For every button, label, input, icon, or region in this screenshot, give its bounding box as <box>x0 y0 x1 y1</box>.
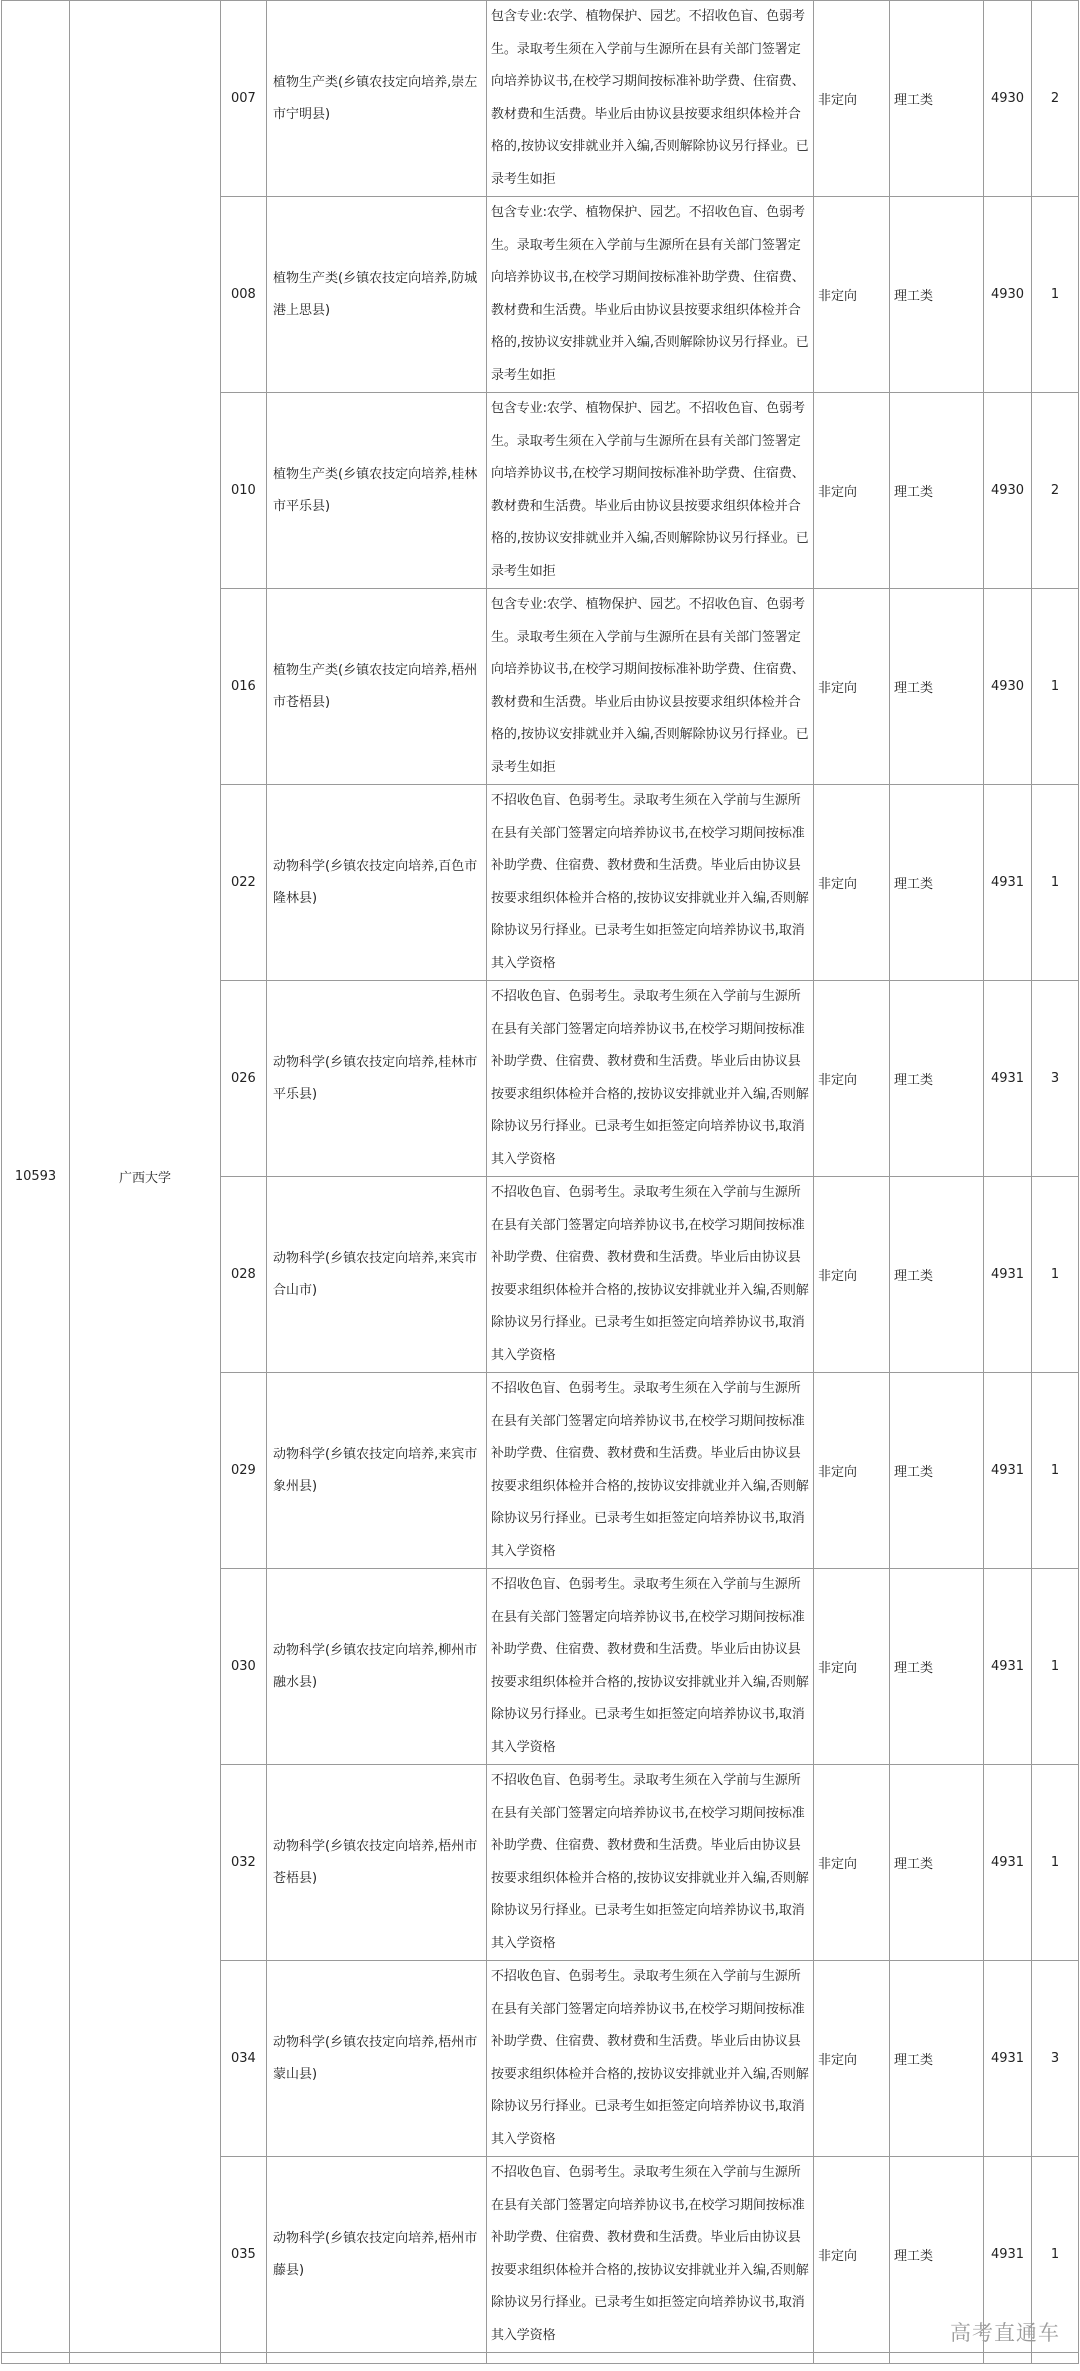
empty-cell <box>2 2353 70 2364</box>
category-cell: 理工类 <box>890 589 984 785</box>
type-cell: 非定向 <box>814 589 890 785</box>
major-code-cell: 008 <box>221 197 267 393</box>
plan-count-cell: 1 <box>1032 785 1079 981</box>
type-cell: 非定向 <box>814 1961 890 2157</box>
type-cell: 非定向 <box>814 981 890 1177</box>
category-cell: 理工类 <box>890 785 984 981</box>
major-name-cell: 动物科学(乡镇农技定向培养,桂林市平乐县) <box>267 981 487 1177</box>
note-cell: 不招收色盲、色弱考生。录取考生须在入学前与生源所在县有关部门签署定向培养协议书,在校学习期间按标准补助学费、住宿费、教材费和生活费。毕业后由协议县按要求组织体检并合格的,按协议安排就业并入编,否则解除协议另行择业。已录考生如拒签定向培养协议书,取消其入学资格 <box>487 785 814 981</box>
note-cell: 不招收色盲、色弱考生。录取考生须在入学前与生源所在县有关部门签署定向培养协议书,在校学习期间按标准补助学费、住宿费、教材费和生活费。毕业后由协议县按要求组织体检并合格的,按协议安排就业并入编,否则解除协议另行择业。已录考生如拒签定向培养协议书,取消其入学资格 <box>487 1961 814 2157</box>
type-cell: 非定向 <box>814 1765 890 1961</box>
note-cell: 不招收色盲、色弱考生。录取考生须在入学前与生源所在县有关部门签署定向培养协议书,在校学习期间按标准补助学费、住宿费、教材费和生活费。毕业后由协议县按要求组织体检并合格的,按协议安排就业并入编,否则解除协议另行择业。已录考生如拒签定向培养协议书,取消其入学资格 <box>487 1765 814 1961</box>
major-name-cell: 动物科学(乡镇农技定向培养,梧州市苍梧县) <box>267 1765 487 1961</box>
type-cell: 非定向 <box>814 1177 890 1373</box>
plan-count-cell: 1 <box>1032 197 1079 393</box>
table-row-partial <box>2 2353 1079 2364</box>
category-cell: 理工类 <box>890 1373 984 1569</box>
school-name-cell: 广西大学 <box>70 1 221 2353</box>
empty-cell <box>1032 2353 1079 2364</box>
major-name-cell: 动物科学(乡镇农技定向培养,来宾市合山市) <box>267 1177 487 1373</box>
plan-count-cell: 3 <box>1032 981 1079 1177</box>
plan-code-cell: 4931 <box>984 1569 1032 1765</box>
note-cell: 包含专业:农学、植物保护、园艺。不招收色盲、色弱考生。录取考生须在入学前与生源所在县有关部门签署定向培养协议书,在校学习期间按标准补助学费、住宿费、教材费和生活费。毕业后由协议县按要求组织体检并合格的,按协议安排就业并入编,否则解除协议另行择业。已录考生如拒 <box>487 589 814 785</box>
major-name-cell: 动物科学(乡镇农技定向培养,来宾市象州县) <box>267 1373 487 1569</box>
type-cell: 非定向 <box>814 197 890 393</box>
plan-count-cell: 2 <box>1032 393 1079 589</box>
empty-cell <box>221 2353 267 2364</box>
plan-code-cell: 4931 <box>984 1177 1032 1373</box>
empty-cell <box>890 2353 984 2364</box>
category-cell: 理工类 <box>890 981 984 1177</box>
type-cell: 非定向 <box>814 785 890 981</box>
note-cell: 包含专业:农学、植物保护、园艺。不招收色盲、色弱考生。录取考生须在入学前与生源所在县有关部门签署定向培养协议书,在校学习期间按标准补助学费、住宿费、教材费和生活费。毕业后由协议县按要求组织体检并合格的,按协议安排就业并入编,否则解除协议另行择业。已录考生如拒 <box>487 197 814 393</box>
major-code-cell: 032 <box>221 1765 267 1961</box>
major-name-cell: 动物科学(乡镇农技定向培养,梧州市蒙山县) <box>267 1961 487 2157</box>
note-cell: 不招收色盲、色弱考生。录取考生须在入学前与生源所在县有关部门签署定向培养协议书,在校学习期间按标准补助学费、住宿费、教材费和生活费。毕业后由协议县按要求组织体检并合格的,按协议安排就业并入编,否则解除协议另行择业。已录考生如拒签定向培养协议书,取消其入学资格 <box>487 1373 814 1569</box>
empty-cell <box>984 2353 1032 2364</box>
plan-code-cell: 4930 <box>984 1 1032 197</box>
major-name-cell: 动物科学(乡镇农技定向培养,柳州市融水县) <box>267 1569 487 1765</box>
major-code-cell: 035 <box>221 2157 267 2353</box>
plan-code-cell: 4931 <box>984 2157 1032 2353</box>
major-name-cell: 植物生产类(乡镇农技定向培养,崇左市宁明县) <box>267 1 487 197</box>
plan-count-cell: 2 <box>1032 1 1079 197</box>
plan-count-cell: 3 <box>1032 1961 1079 2157</box>
major-code-cell: 007 <box>221 1 267 197</box>
plan-count-cell: 1 <box>1032 1373 1079 1569</box>
empty-cell <box>487 2353 814 2364</box>
plan-code-cell: 4931 <box>984 1961 1032 2157</box>
category-cell: 理工类 <box>890 1 984 197</box>
category-cell: 理工类 <box>890 197 984 393</box>
major-name-cell: 植物生产类(乡镇农技定向培养,梧州市苍梧县) <box>267 589 487 785</box>
empty-cell <box>267 2353 487 2364</box>
category-cell: 理工类 <box>890 1569 984 1765</box>
plan-count-cell: 1 <box>1032 1569 1079 1765</box>
plan-count-cell: 1 <box>1032 589 1079 785</box>
plan-code-cell: 4931 <box>984 1373 1032 1569</box>
type-cell: 非定向 <box>814 2157 890 2353</box>
major-code-cell: 010 <box>221 393 267 589</box>
major-code-cell: 026 <box>221 981 267 1177</box>
major-code-cell: 028 <box>221 1177 267 1373</box>
major-name-cell: 植物生产类(乡镇农技定向培养,桂林市平乐县) <box>267 393 487 589</box>
category-cell: 理工类 <box>890 393 984 589</box>
category-cell: 理工类 <box>890 1765 984 1961</box>
major-code-cell: 034 <box>221 1961 267 2157</box>
category-cell: 理工类 <box>890 1177 984 1373</box>
type-cell: 非定向 <box>814 1373 890 1569</box>
empty-cell <box>70 2353 221 2364</box>
major-code-cell: 016 <box>221 589 267 785</box>
school-code-cell: 10593 <box>2 1 70 2353</box>
table-body <box>2 1 1079 2364</box>
note-cell: 不招收色盲、色弱考生。录取考生须在入学前与生源所在县有关部门签署定向培养协议书,在校学习期间按标准补助学费、住宿费、教材费和生活费。毕业后由协议县按要求组织体检并合格的,按协议安排就业并入编,否则解除协议另行择业。已录考生如拒签定向培养协议书,取消其入学资格 <box>487 1569 814 1765</box>
type-cell: 非定向 <box>814 1569 890 1765</box>
note-cell: 包含专业:农学、植物保护、园艺。不招收色盲、色弱考生。录取考生须在入学前与生源所在县有关部门签署定向培养协议书,在校学习期间按标准补助学费、住宿费、教材费和生活费。毕业后由协议县按要求组织体检并合格的,按协议安排就业并入编,否则解除协议另行择业。已录考生如拒 <box>487 393 814 589</box>
table-row <box>2 1 1079 197</box>
type-cell: 非定向 <box>814 393 890 589</box>
major-name-cell: 植物生产类(乡镇农技定向培养,防城港上思县) <box>267 197 487 393</box>
plan-code-cell: 4931 <box>984 785 1032 981</box>
category-cell: 理工类 <box>890 2157 984 2353</box>
admissions-table <box>1 0 1079 2364</box>
category-cell: 理工类 <box>890 1961 984 2157</box>
note-cell: 不招收色盲、色弱考生。录取考生须在入学前与生源所在县有关部门签署定向培养协议书,在校学习期间按标准补助学费、住宿费、教材费和生活费。毕业后由协议县按要求组织体检并合格的,按协议安排就业并入编,否则解除协议另行择业。已录考生如拒签定向培养协议书,取消其入学资格 <box>487 1177 814 1373</box>
plan-code-cell: 4931 <box>984 1765 1032 1961</box>
plan-code-cell: 4930 <box>984 197 1032 393</box>
plan-code-cell: 4931 <box>984 981 1032 1177</box>
empty-cell <box>814 2353 890 2364</box>
note-cell: 不招收色盲、色弱考生。录取考生须在入学前与生源所在县有关部门签署定向培养协议书,在校学习期间按标准补助学费、住宿费、教材费和生活费。毕业后由协议县按要求组织体检并合格的,按协议安排就业并入编,否则解除协议另行择业。已录考生如拒签定向培养协议书,取消其入学资格 <box>487 2157 814 2353</box>
plan-count-cell: 1 <box>1032 1765 1079 1961</box>
watermark: 高考直通车 <box>950 2321 1060 2345</box>
major-code-cell: 030 <box>221 1569 267 1765</box>
admissions-table-sheet <box>1 0 1078 2364</box>
plan-code-cell: 4930 <box>984 589 1032 785</box>
major-code-cell: 022 <box>221 785 267 981</box>
major-name-cell: 动物科学(乡镇农技定向培养,梧州市藤县) <box>267 2157 487 2353</box>
plan-count-cell: 1 <box>1032 1177 1079 1373</box>
major-code-cell: 029 <box>221 1373 267 1569</box>
plan-code-cell: 4930 <box>984 393 1032 589</box>
plan-count-cell: 1 <box>1032 2157 1079 2353</box>
note-cell: 不招收色盲、色弱考生。录取考生须在入学前与生源所在县有关部门签署定向培养协议书,在校学习期间按标准补助学费、住宿费、教材费和生活费。毕业后由协议县按要求组织体检并合格的,按协议安排就业并入编,否则解除协议另行择业。已录考生如拒签定向培养协议书,取消其入学资格 <box>487 981 814 1177</box>
type-cell: 非定向 <box>814 1 890 197</box>
major-name-cell: 动物科学(乡镇农技定向培养,百色市隆林县) <box>267 785 487 981</box>
note-cell: 包含专业:农学、植物保护、园艺。不招收色盲、色弱考生。录取考生须在入学前与生源所在县有关部门签署定向培养协议书,在校学习期间按标准补助学费、住宿费、教材费和生活费。毕业后由协议县按要求组织体检并合格的,按协议安排就业并入编,否则解除协议另行择业。已录考生如拒 <box>487 1 814 197</box>
